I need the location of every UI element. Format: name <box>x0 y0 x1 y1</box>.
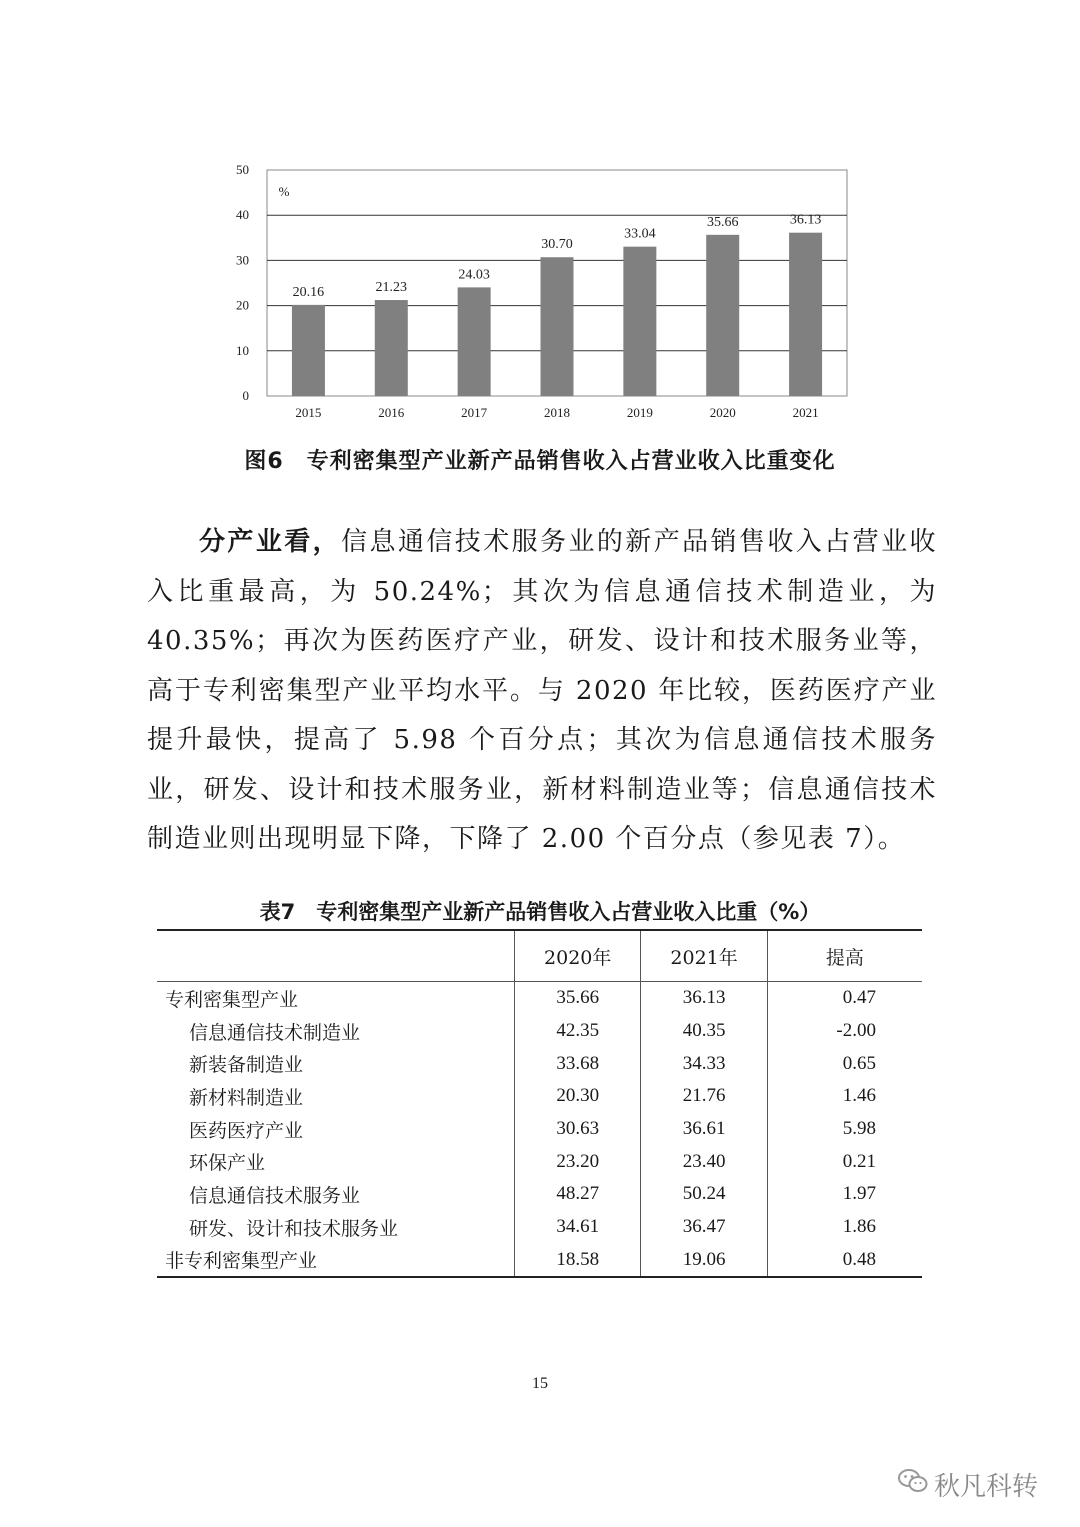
x-tick-label: 2016 <box>378 405 405 420</box>
cell-2020: 42.35 <box>515 1015 641 1048</box>
row-label: 环保产业 <box>189 1152 266 1175</box>
header-label <box>157 930 515 982</box>
table-row <box>157 1113 922 1146</box>
cell-2020: 18.58 <box>515 1244 641 1278</box>
table-row <box>157 1145 922 1178</box>
bar-value-label: 24.03 <box>458 267 490 283</box>
bar <box>375 300 408 396</box>
paragraph-lead: 分产业看， <box>199 527 342 557</box>
y-tick-label: 20 <box>236 297 249 313</box>
bar-value-label: 21.23 <box>375 280 408 296</box>
page-number: 15 <box>532 1375 548 1392</box>
bar <box>623 247 656 396</box>
bar <box>458 287 491 396</box>
table-row <box>157 1080 922 1113</box>
cell-2021: 36.13 <box>641 982 767 1015</box>
row-label: 新装备制造业 <box>189 1054 304 1077</box>
cell-2021: 23.40 <box>641 1145 767 1178</box>
cell-2021: 40.35 <box>641 1015 767 1048</box>
x-tick-label: 2021 <box>792 405 819 420</box>
row-label: 信息通信技术制造业 <box>189 1021 361 1044</box>
cell-diff: 1.86 <box>767 1211 922 1244</box>
x-tick-label: 2019 <box>626 405 653 420</box>
cell-diff: 1.97 <box>767 1178 922 1211</box>
watermark-text: 秋凡科转 <box>933 1472 1038 1502</box>
cell-diff: 0.47 <box>767 982 922 1015</box>
table-row <box>157 1211 922 1244</box>
table-row <box>157 1047 922 1080</box>
cell-2020: 35.66 <box>515 982 641 1015</box>
cell-diff: 5.98 <box>767 1113 922 1146</box>
bar <box>789 233 822 396</box>
table-row <box>157 982 922 1015</box>
cell-diff: 0.21 <box>767 1145 922 1178</box>
cell-2020: 33.68 <box>515 1047 641 1080</box>
row-label: 新材料制造业 <box>189 1086 304 1109</box>
wechat-icon <box>898 1468 928 1501</box>
bar-chart <box>0 0 1080 440</box>
row-label: 研发、设计和技术服务业 <box>189 1217 399 1240</box>
x-tick-label: 2017 <box>461 405 488 420</box>
bar-value-label: 35.66 <box>706 214 739 230</box>
y-tick-label: 40 <box>236 207 249 223</box>
bar-value-label: 33.04 <box>624 226 656 242</box>
cell-2020: 23.20 <box>515 1145 641 1178</box>
cell-2020: 48.27 <box>515 1178 641 1211</box>
header-2021: 2021年 <box>641 930 767 982</box>
cell-diff: 1.46 <box>767 1080 922 1113</box>
bar <box>292 305 325 396</box>
cell-diff: -2.00 <box>767 1015 922 1048</box>
y-tick-label: 0 <box>242 388 249 403</box>
cell-2021: 34.33 <box>641 1047 767 1080</box>
cell-2020: 34.61 <box>515 1211 641 1244</box>
cell-2021: 36.47 <box>641 1211 767 1244</box>
row-label: 信息通信技术服务业 <box>189 1184 361 1207</box>
bar <box>706 235 739 396</box>
cell-diff: 0.65 <box>767 1047 922 1080</box>
watermark <box>898 1466 1038 1503</box>
bar-value-label: 36.13 <box>789 212 822 228</box>
analysis-paragraph <box>147 518 937 865</box>
row-label: 专利密集型产业 <box>165 988 299 1011</box>
table-header-row <box>157 930 922 982</box>
y-tick-label: 50 <box>236 162 249 177</box>
x-tick-label: 2018 <box>544 405 570 420</box>
cell-2021: 19.06 <box>641 1244 767 1278</box>
cell-2021: 21.76 <box>641 1080 767 1113</box>
cell-2020: 20.30 <box>515 1080 641 1113</box>
bar <box>541 257 574 396</box>
cell-2021: 36.61 <box>641 1113 767 1146</box>
table-row <box>157 1178 922 1211</box>
y-axis-label: % <box>278 184 290 199</box>
header-2020: 2020年 <box>515 930 641 982</box>
bar-value-label: 20.16 <box>292 284 325 300</box>
cell-2021: 50.24 <box>641 1178 767 1211</box>
row-label: 医药医疗产业 <box>189 1119 304 1142</box>
table-caption: 表7 专利密集型产业新产品销售收入占营业收入比重（%） <box>259 900 821 924</box>
x-tick-label: 2015 <box>295 405 322 420</box>
data-table <box>157 929 922 1278</box>
paragraph-body: 信息通信技术服务业的新产品销售收入占营业收入比重最高，为 50.24%；其次为信息通信技术制造业，为 40.35%；再次为医药医疗产业，研发、设计和技术服务业等，高于专利密集型产业平均水平。与 2020 年比较，医药医疗产业提升最快，提高了 5.98 个百分点；其次为信息通信技术服务业，研发、设计和技术服务业，新材料制造业等；信息通信技术制造业则出现明显下降，下降了 2.00 个百分点（参见表 7）。 <box>147 527 937 854</box>
y-tick-label: 30 <box>236 252 249 268</box>
table-row <box>157 1244 922 1278</box>
figure-caption: 图6 专利密集型产业新产品销售收入占营业收入比重变化 <box>244 449 836 474</box>
table-row <box>157 1015 922 1048</box>
x-tick-label: 2020 <box>709 405 736 420</box>
y-tick-label: 10 <box>236 342 249 358</box>
cell-diff: 0.48 <box>767 1244 922 1278</box>
bar-value-label: 30.70 <box>541 237 573 253</box>
header-diff: 提高 <box>767 930 922 982</box>
cell-2020: 30.63 <box>515 1113 641 1146</box>
row-label: 非专利密集型产业 <box>157 1244 515 1278</box>
